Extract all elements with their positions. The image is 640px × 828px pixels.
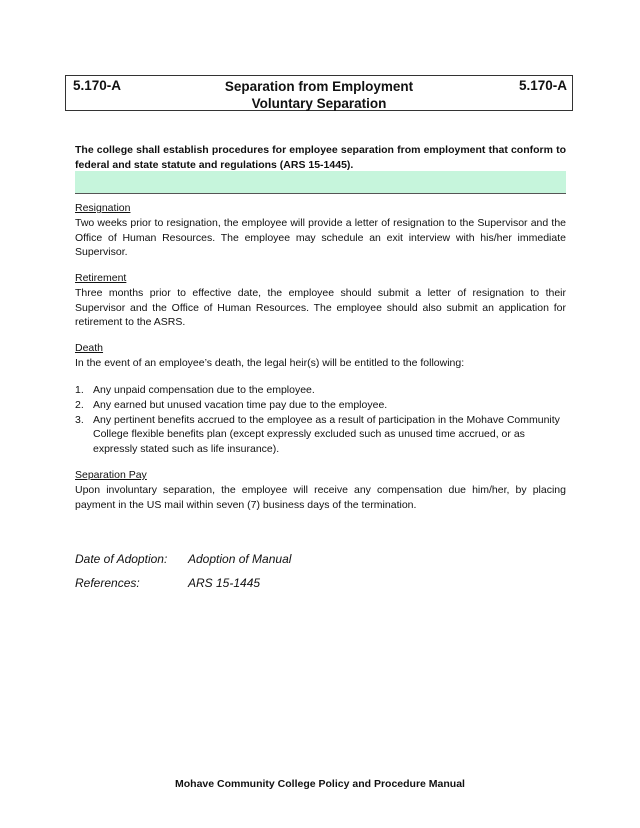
list-item-text: Any unpaid compensation due to the employee. [93,384,315,396]
policy-title-line-2: Voluntary Separation [251,96,387,111]
retirement-heading: Retirement [75,272,127,284]
retirement-text: Three months prior to effective date, the employee should submit a letter of resignation to their Supervisor and the Office of Human Resources. The employee should also submit an application for retirement to the ASRS. [75,286,566,329]
separation-pay-text: Upon involuntary separation, the employee will receive any compensation due him/her, by placing payment in the US mail within seven (7) business days of the termination. [75,483,566,511]
policy-header-box [65,75,573,111]
references-value: ARS 15-1445 [188,576,261,590]
death-section [75,341,566,371]
list-item-number: 1. [75,384,84,396]
retirement-section [75,271,566,330]
list-item-number: 2. [75,398,84,411]
policy-title [66,78,572,112]
separation-pay-heading: Separation Pay [75,469,147,481]
list-item [75,383,566,398]
adoption-label: Date of Adoption: [75,552,168,566]
policy-code-left: 5.170-A [73,78,122,93]
references-label: References: [75,576,140,590]
list-item-text: Any pertinent benefits accrued to the employee as a result of participation in the Mohave Community College flexible benefits plan (except expressly excluded such as unused time accrued, or as expressly stated such as life insurance). [93,413,560,456]
policy-statement: The college shall establish procedures for employee separation from employment that conform to federal and state statute and regulations (ARS 15-1445). [75,144,566,171]
list-item [75,413,566,457]
list-item-number: 3. [75,413,84,426]
resignation-heading: Resignation [75,202,131,214]
resignation-section [75,201,566,260]
policy-code-right: 5.170-A [518,78,567,93]
list-item [75,398,566,413]
adoption-value: Adoption of Manual [188,552,292,566]
death-heading: Death [75,342,104,354]
death-entitlements-list [75,383,566,457]
policy-title-line-1: Separation from Employment [224,79,414,94]
separation-pay-section [75,468,566,512]
resignation-text: Two weeks prior to resignation, the employee will provide a letter of resignation to the Supervisor and the Office of Human Resources. The employee may schedule an exit interview with his/her immediate Supervisor. [75,216,566,259]
page-footer: Mohave Community College Policy and Procedure Manual [175,778,465,790]
list-item-text: Any earned but unused vacation time pay due to the employee. [93,398,388,411]
highlight-band [75,171,566,194]
death-text: In the event of an employee’s death, the legal heir(s) will be entitled to the following: [75,356,465,369]
